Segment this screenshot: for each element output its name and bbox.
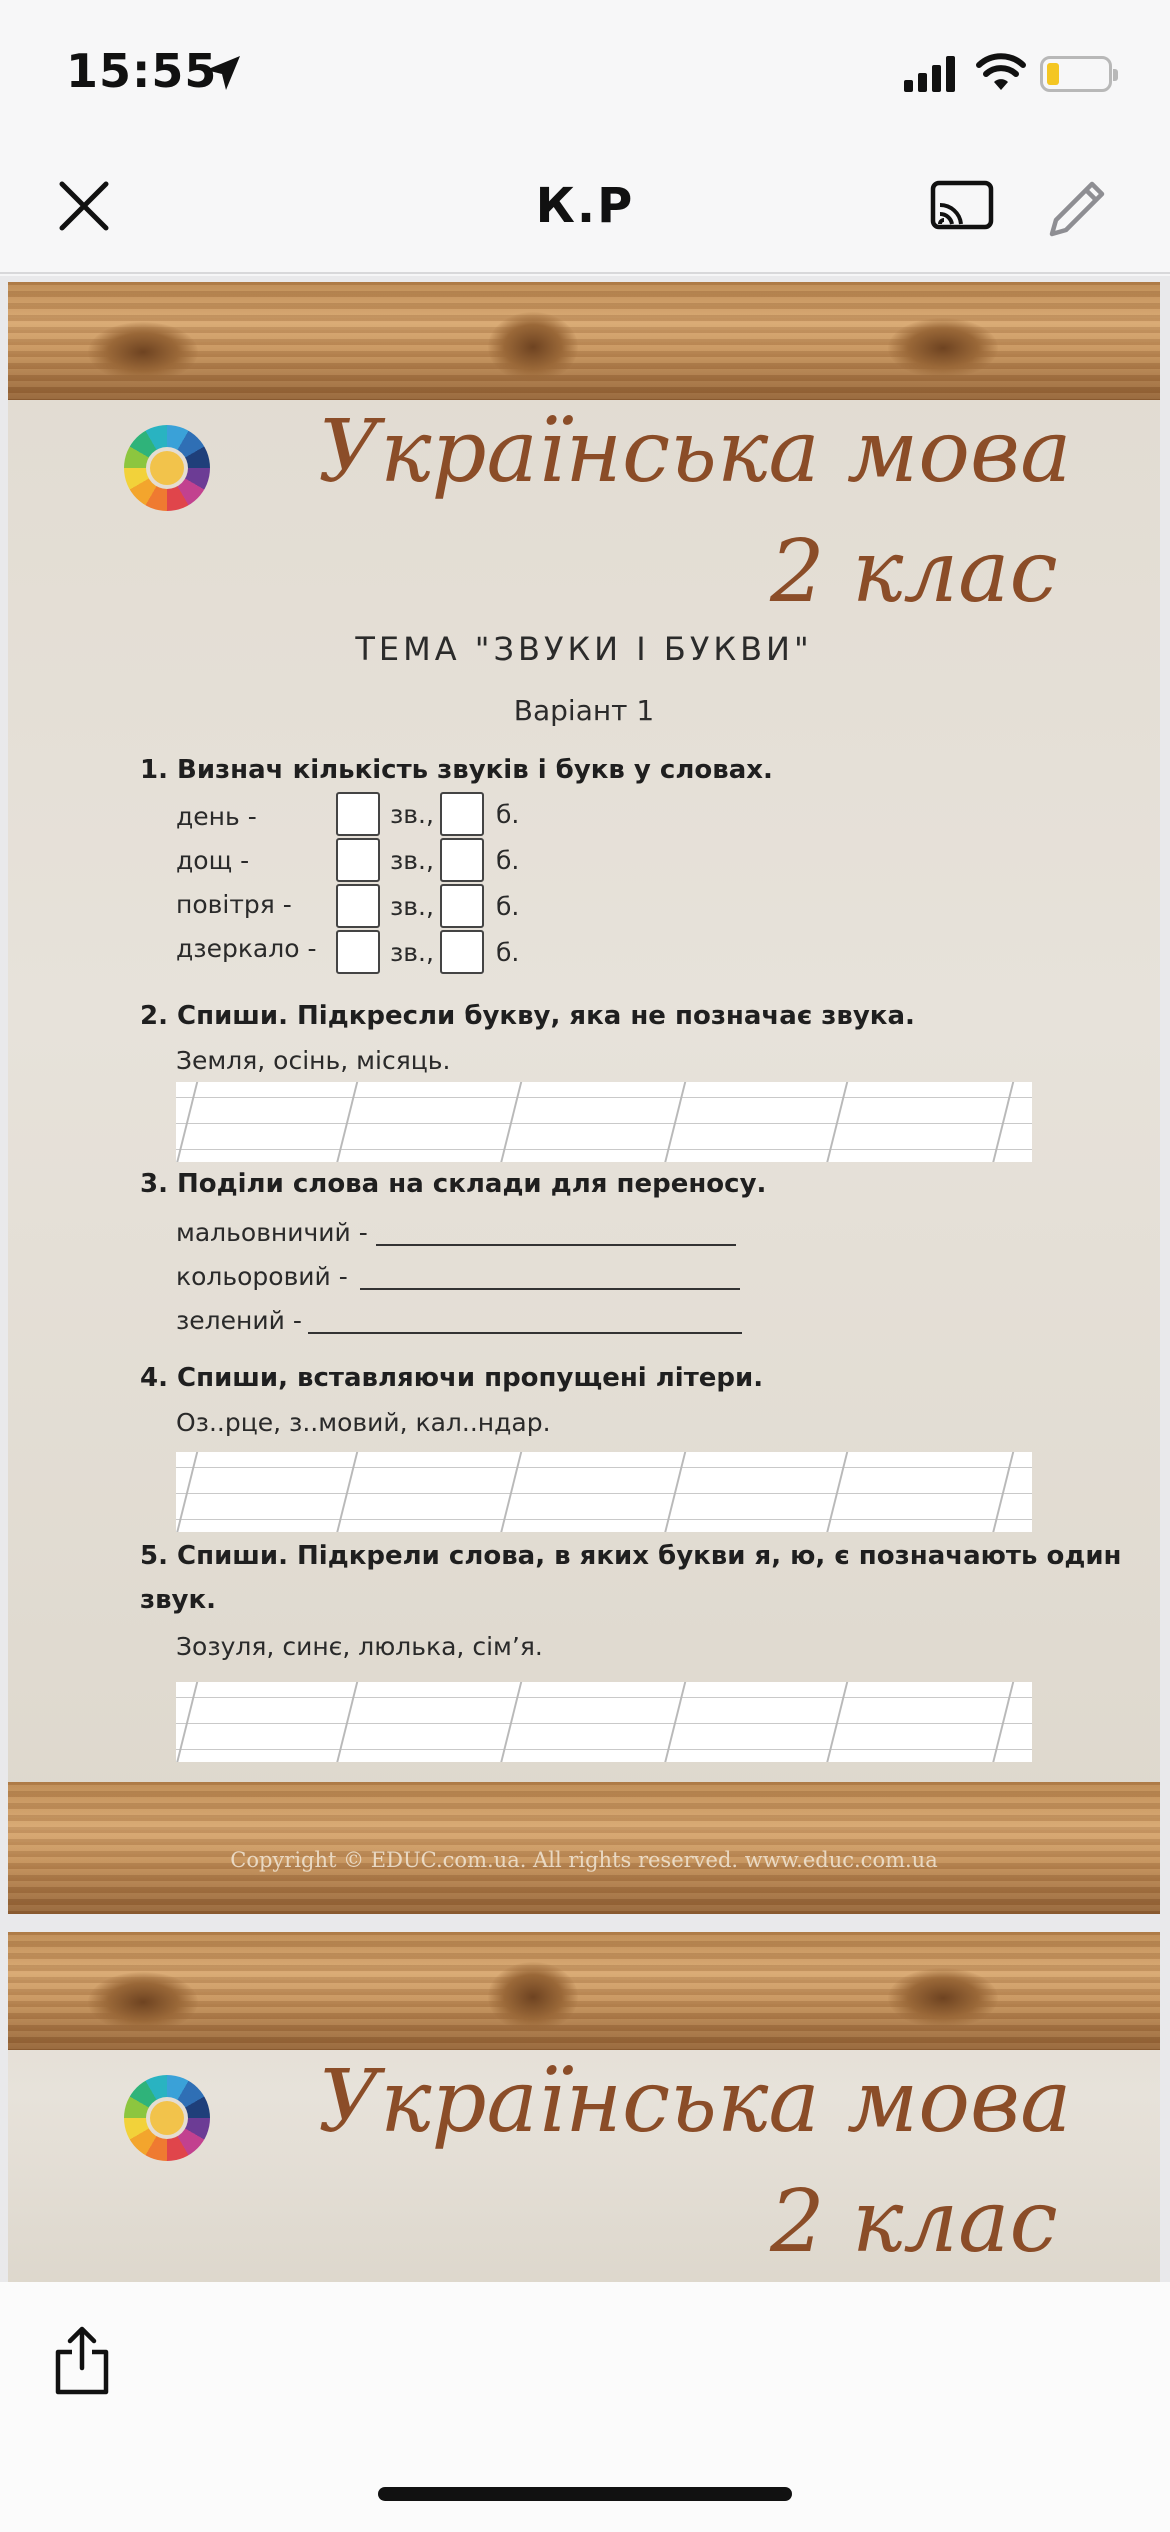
question-1-title: 1. Визнач кількість звуків і букв у словах. xyxy=(140,755,773,785)
document-viewer[interactable] xyxy=(0,276,1170,2282)
q3-word: мальовничий - xyxy=(176,1218,368,1247)
navigation-bar xyxy=(0,150,1170,274)
sounds-unit-label: зв., xyxy=(390,892,434,921)
document-page-2 xyxy=(8,1932,1160,2282)
question-5-title: 5. Спиши. Підкрели слова, в яких букви я, ю, є позначають один xyxy=(140,1541,1122,1571)
location-arrow-icon xyxy=(202,52,244,94)
letters-count-box xyxy=(440,838,484,882)
q3-word: зелений - xyxy=(176,1306,302,1335)
q1-word: повітря - xyxy=(176,890,292,919)
question-2-title: 2. Спиши. Підкресли букву, яка не позначає звука. xyxy=(140,1001,915,1031)
topic-heading: ТЕМА "ЗВУКИ І БУКВИ" xyxy=(355,630,813,668)
share-icon[interactable] xyxy=(52,2324,112,2396)
q1-word: дощ - xyxy=(176,846,250,875)
writing-lines xyxy=(176,1682,1032,1762)
question-3-title: 3. Поділи слова на склади для переносу. xyxy=(140,1169,767,1199)
question-4-text: Оз..рце, з..мовий, кал..ндар. xyxy=(176,1408,551,1437)
answer-underline xyxy=(308,1332,742,1334)
educ-logo xyxy=(124,2075,210,2161)
letters-unit-label: б. xyxy=(496,892,520,921)
status-bar xyxy=(0,0,1170,150)
document-title: К.Р xyxy=(535,178,635,234)
question-4-title: 4. Спиши, вставляючи пропущені літери. xyxy=(140,1363,764,1393)
writing-lines xyxy=(176,1082,1032,1162)
document-page-1 xyxy=(8,282,1160,1914)
copyright-text: Copyright © EDUC.com.ua. All rights reserved. www.educ.com.ua xyxy=(230,1848,938,1872)
educ-logo xyxy=(124,425,210,511)
sounds-count-box xyxy=(336,792,380,836)
answer-underline xyxy=(360,1288,740,1290)
letters-unit-label: б. xyxy=(496,846,520,875)
variant-label: Варіант 1 xyxy=(513,694,655,727)
page-title: Українська мова xyxy=(318,2052,1072,2152)
wifi-icon xyxy=(976,52,1026,92)
question-5-text: Зозуля, синє, люлька, сім’я. xyxy=(176,1632,543,1661)
letters-count-box xyxy=(440,930,484,974)
question-2-text: Земля, осінь, місяць. xyxy=(176,1046,451,1075)
cast-icon[interactable] xyxy=(930,180,994,234)
q1-word: день - xyxy=(176,802,257,831)
letters-unit-label: б. xyxy=(496,938,520,967)
sounds-count-box xyxy=(336,884,380,928)
page-title: Українська мова xyxy=(318,402,1072,502)
answer-underline xyxy=(376,1244,736,1246)
writing-lines xyxy=(176,1452,1032,1532)
page-subtitle-grade: 2 клас xyxy=(770,2172,1058,2272)
wood-header-banner xyxy=(8,282,1160,400)
page-subtitle-grade: 2 клас xyxy=(770,522,1058,622)
wood-header-banner xyxy=(8,1932,1160,2050)
q1-word: дзеркало - xyxy=(176,934,317,963)
sounds-unit-label: зв., xyxy=(390,938,434,967)
status-time: 15:55 xyxy=(66,44,218,98)
letters-count-box xyxy=(440,884,484,928)
question-5-title-cont: звук. xyxy=(140,1585,217,1615)
letters-count-box xyxy=(440,792,484,836)
home-indicator[interactable] xyxy=(378,2487,792,2501)
sounds-unit-label: зв., xyxy=(390,800,434,829)
sounds-unit-label: зв., xyxy=(390,846,434,875)
wood-footer-banner xyxy=(8,1782,1160,1914)
sounds-count-box xyxy=(336,930,380,974)
signal-icon xyxy=(904,56,956,92)
edit-pencil-icon[interactable] xyxy=(1044,176,1110,242)
q3-word: кольоровий - xyxy=(176,1262,348,1291)
battery-icon xyxy=(1040,56,1112,92)
letters-unit-label: б. xyxy=(496,800,520,829)
sounds-count-box xyxy=(336,838,380,882)
